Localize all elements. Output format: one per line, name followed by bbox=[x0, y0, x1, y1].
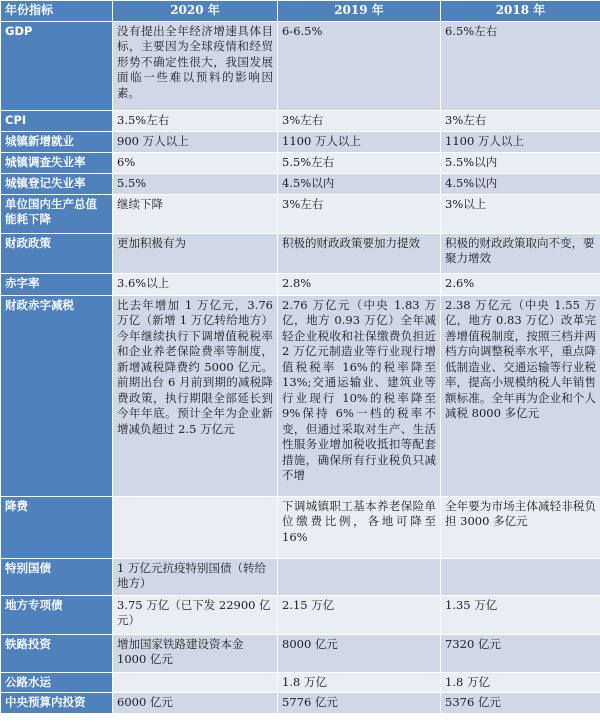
cell-2020 bbox=[113, 672, 278, 693]
cell-2019: 2.8% bbox=[278, 273, 441, 295]
header-2020: 2020 年 bbox=[113, 1, 278, 22]
table-row bbox=[1, 558, 600, 595]
cell-2020: 3.6%以上 bbox=[113, 273, 278, 295]
cell-2019: 3%左右 bbox=[278, 110, 441, 131]
table-row bbox=[1, 173, 600, 194]
cell-2019: 1100 万人以上 bbox=[278, 131, 441, 152]
cell-2019 bbox=[278, 558, 441, 595]
table-row bbox=[1, 21, 600, 110]
cell-2018: 1.8 万亿 bbox=[441, 672, 600, 693]
cell-2020: 比去年增加 1 万亿元，3.76 万亿（新增 1 万亿转给地方）今年继续执行下调增值税税率和企业养老保险费率等制度，新增减税降费约 5000 亿元。前期出台 6 月前到期的减税降费政策，执行期限全部延长到今年年底。预计全年为企业新增减负超过 2.5 万亿元 bbox=[113, 295, 278, 496]
cell-2018: 4.5%以内 bbox=[441, 173, 600, 194]
row-label: 财政政策 bbox=[1, 233, 113, 273]
header-row bbox=[1, 1, 600, 22]
row-label: 城镇调查失业率 bbox=[1, 152, 113, 173]
cell-2019: 4.5%以内 bbox=[278, 173, 441, 194]
table-row bbox=[1, 273, 600, 295]
cell-2019: 积极的财政政策要加力提效 bbox=[278, 233, 441, 273]
cell-2018: 6.5%左右 bbox=[441, 21, 600, 110]
cell-2020: 继续下降 bbox=[113, 194, 278, 233]
cell-2020 bbox=[113, 496, 278, 558]
cell-2020: 3.5%左右 bbox=[113, 110, 278, 131]
cell-2018: 7320 亿元 bbox=[441, 634, 600, 672]
table-row bbox=[1, 233, 600, 273]
row-label: 城镇登记失业率 bbox=[1, 173, 113, 194]
cell-2018: 全年要为市场主体减轻非税负担 3000 多亿元 bbox=[441, 496, 600, 558]
cell-2019: 6-6.5% bbox=[278, 21, 441, 110]
row-label: 财政赤字减税 bbox=[1, 295, 113, 496]
table-row bbox=[1, 110, 600, 131]
table-row bbox=[1, 295, 600, 496]
cell-2020: 增加国家铁路建设资本金 1000 亿元 bbox=[113, 634, 278, 672]
cell-2018: 5.5%以内 bbox=[441, 152, 600, 173]
row-label: 公路水运 bbox=[1, 672, 113, 693]
row-label: 特别国债 bbox=[1, 558, 113, 595]
row-label: 铁路投资 bbox=[1, 634, 113, 672]
table-row bbox=[1, 693, 600, 714]
cell-2018: 1.35 万亿 bbox=[441, 595, 600, 634]
header-indicator: 年份指标 bbox=[1, 1, 113, 22]
cell-2019: 3%左右 bbox=[278, 194, 441, 233]
cell-2020: 900 万人以上 bbox=[113, 131, 278, 152]
cell-2018: 2.6% bbox=[441, 273, 600, 295]
cell-2020: 5.5% bbox=[113, 173, 278, 194]
cell-2019: 下调城镇职工基本养老保险单位缴费比例，各地可降至 16% bbox=[278, 496, 441, 558]
row-label: 单位国内生产总值能耗下降 bbox=[1, 194, 113, 233]
cell-2018: 2.38 万亿元（中央 1.55 万亿，地方 0.83 万亿）改革完善增值税制度，按照三档并两档方向调整税率水平，重点降低制造业、交通运输等行业税率，提高小规模纳税人年销售额标准。全年再为企业和个人减税 8000 多亿元 bbox=[441, 295, 600, 496]
table-row bbox=[1, 634, 600, 672]
cell-2020: 没有提出全年经济增速具体目标，主要因为全球疫情和经贸形势不确定性很大，我国发展面临一些难以预料的影响因素。 bbox=[113, 21, 278, 110]
row-label: 城镇新增就业 bbox=[1, 131, 113, 152]
cell-2019: 1.8 万亿 bbox=[278, 672, 441, 693]
cell-2018: 3%左右 bbox=[441, 110, 600, 131]
table-row bbox=[1, 496, 600, 558]
row-label: GDP bbox=[1, 21, 113, 110]
cell-2020: 更加积极有为 bbox=[113, 233, 278, 273]
cell-2019: 5.5%左右 bbox=[278, 152, 441, 173]
cell-2020: 1 万亿元抗疫特别国债（转给地方） bbox=[113, 558, 278, 595]
table-row bbox=[1, 152, 600, 173]
table-row bbox=[1, 595, 600, 634]
cell-2019: 8000 亿元 bbox=[278, 634, 441, 672]
cell-2019: 5776 亿元 bbox=[278, 693, 441, 714]
cell-2018: 积极的财政政策取向不变，要聚力增效 bbox=[441, 233, 600, 273]
row-label: 中央预算内投资 bbox=[1, 693, 113, 714]
header-2019: 2019 年 bbox=[278, 1, 441, 22]
cell-2020: 6% bbox=[113, 152, 278, 173]
cell-2018: 1100 万人以上 bbox=[441, 131, 600, 152]
row-label: 赤字率 bbox=[1, 273, 113, 295]
cell-2020: 6000 亿元 bbox=[113, 693, 278, 714]
cell-2018: 3%以上 bbox=[441, 194, 600, 233]
row-label: 降费 bbox=[1, 496, 113, 558]
cell-2019: 2.15 万亿 bbox=[278, 595, 441, 634]
cell-2018: 5376 亿元 bbox=[441, 693, 600, 714]
row-label: CPI bbox=[1, 110, 113, 131]
cell-2020: 3.75 万亿（已下发 22900 亿元） bbox=[113, 595, 278, 634]
table-row bbox=[1, 194, 600, 233]
header-2018: 2018 年 bbox=[441, 1, 600, 22]
row-label: 地方专项债 bbox=[1, 595, 113, 634]
table-row bbox=[1, 672, 600, 693]
cell-2018 bbox=[441, 558, 600, 595]
table-row bbox=[1, 131, 600, 152]
cell-2019: 2.76 万亿元（中央 1.83 万亿，地方 0.93 万亿）全年减轻企业税收和社保缴费负担近 2 万亿元制造业等行业现行增值税税率 16%的税率降至 13%;交通运输业、建筑业等行业现行 10%的税率降至 9%保持 6%一档的税率不变，但通过采取对生产、生活性服务业增加税收抵扣等配套措施，确保所有行业税负只减不增 bbox=[278, 295, 441, 496]
